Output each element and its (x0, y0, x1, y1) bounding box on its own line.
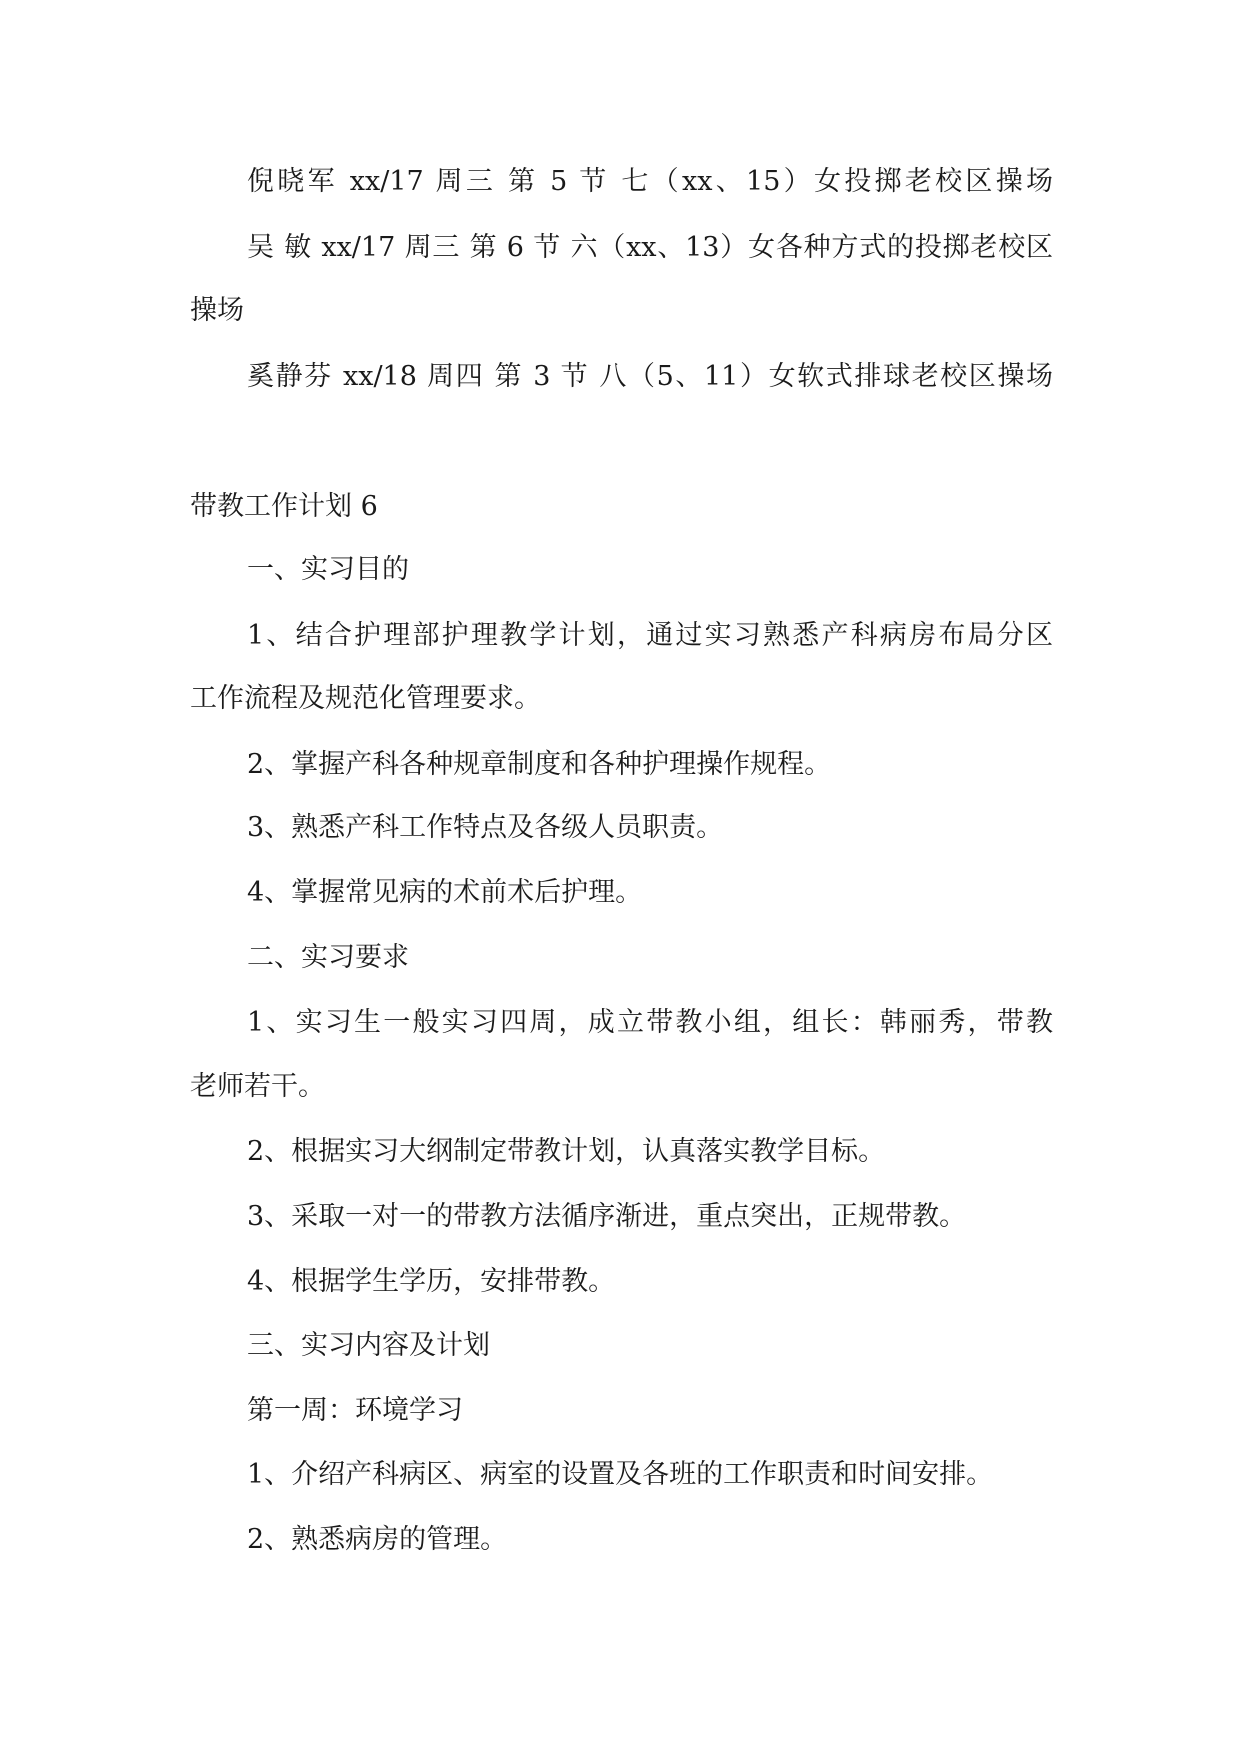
heading-practice-content: 三、实习内容及计划 (247, 1330, 490, 1361)
requirement-item-3: 3、采取一对一的带教方法循序渐进，重点突出，正规带教。 (247, 1201, 967, 1232)
week-1-item-2: 2、熟悉病房的管理。 (247, 1524, 508, 1555)
schedule-row-1: 倪晓军 xx/17 周三 第 5 节 七（xx、15）女投掷老校区操场 (247, 166, 1053, 197)
section-title: 带教工作计划 6 (190, 491, 378, 522)
requirement-item-1-line-1: 1、实习生一般实习四周，成立带教小组，组长：韩丽秀，带教 (247, 1007, 1053, 1038)
purpose-item-1-line-1: 1、结合护理部护理教学计划，通过实习熟悉产科病房布局分区 (247, 620, 1053, 651)
requirement-item-2: 2、根据实习大纲制定带教计划，认真落实教学目标。 (247, 1136, 886, 1167)
purpose-item-4: 4、掌握常见病的术前术后护理。 (247, 877, 643, 908)
schedule-row-3: 奚静芬 xx/18 周四 第 3 节 八（5、11）女软式排球老校区操场 (247, 361, 1053, 392)
heading-practice-purpose: 一、实习目的 (247, 554, 409, 585)
purpose-item-3: 3、熟悉产科工作特点及各级人员职责。 (247, 812, 724, 843)
week-1-item-1: 1、介绍产科病区、病室的设置及各班的工作职责和时间安排。 (247, 1459, 994, 1490)
week-1-heading: 第一周：环境学习 (247, 1395, 463, 1426)
schedule-row-2-line-1: 吴 敏 xx/17 周三 第 6 节 六（xx、13）女各种方式的投掷老校区 (247, 232, 1053, 263)
requirement-item-1-line-2: 老师若干。 (190, 1071, 325, 1102)
requirement-item-4: 4、根据学生学历，安排带教。 (247, 1266, 616, 1297)
schedule-row-2-line-2: 操场 (190, 295, 244, 326)
purpose-item-1-line-2: 工作流程及规范化管理要求。 (190, 683, 541, 714)
purpose-item-2: 2、掌握产科各种规章制度和各种护理操作规程。 (247, 749, 832, 780)
heading-practice-requirements: 二、实习要求 (247, 942, 409, 973)
